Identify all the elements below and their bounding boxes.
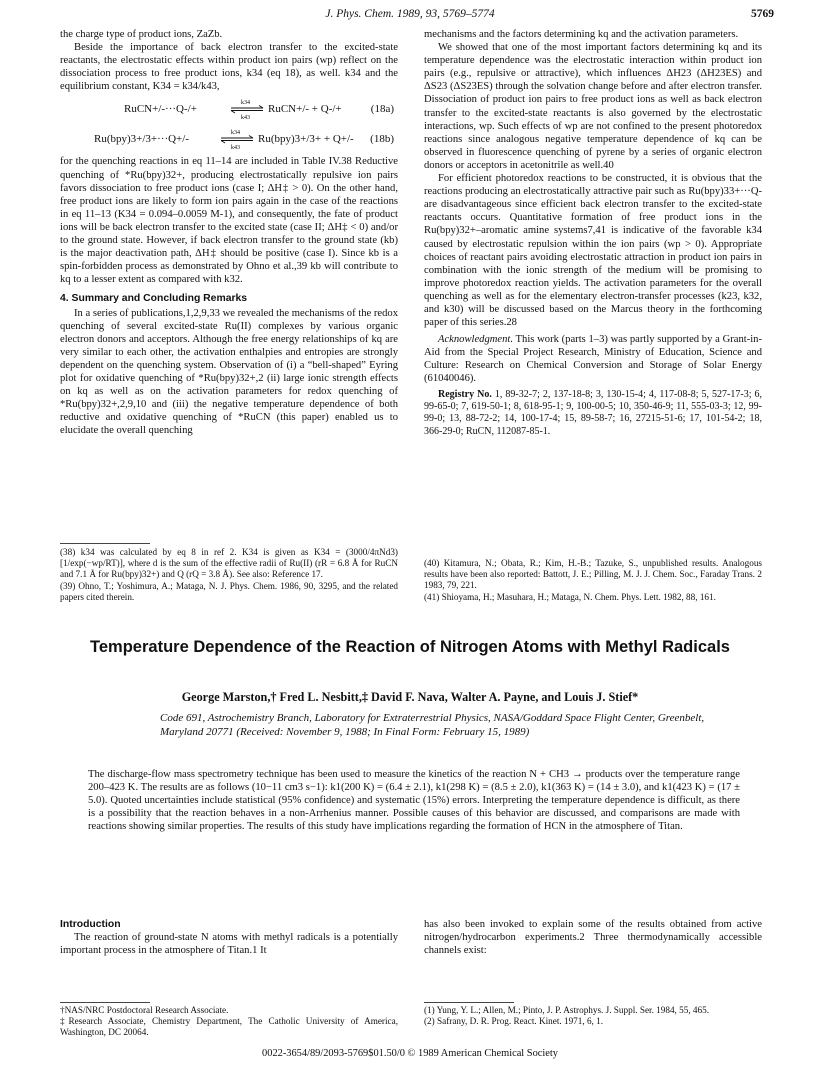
registry-numbers <box>424 389 762 439</box>
footnote: (1) Yung, Y. L.; Allen, M.; Pinto, J. P. Astrophys. J. Suppl. Ser. 1984, 55, 465. <box>424 1005 710 1015</box>
right-column <box>424 28 762 438</box>
section-heading: Introduction <box>60 919 121 930</box>
equation-18b <box>60 127 398 153</box>
paragraph: In a series of publications,1,2,9,33 we revealed the mechanisms of the redox quenching of several excited-state Ru(II) complexes by various organic electron donors and acceptors. Although the free energy relationships of kq are very similar to each other, the activation enthalpies and entropies are strongly dependent on the quenching system. Observation of (i) a “bell-shaped” Eyring plot for oxidative quenching of *Ru(bpy)32+,2 (ii) large ionic strength effects on kq as well as on the activation parameters for redox quenching of *Ru(bpy)32+,2,9,10 and (iii) the negative temperature dependence of both reductive and oxidative quenching of *RuCN (this paper) enabled us to elucidate the overall quenching <box>60 307 398 437</box>
paragraph: for the quenching reactions in eq 11–14 are included in Table IV.38 Reductive quenching of *Ru(bpy)32+, producing electrostatically repulsive ion pairs favors dissociation to free product ions (case I; ΔH‡ > 0). On the other hand, free product ions are likely to form ion pairs again in the case of the reactions in eq 11–13 (K34 = 0.094–0.0059 M-1), and consequently, the fate of product ions will be back electron transfer to the excited state (case II; ΔH‡ < 0) and/or to the ground state. However, if back electron transfer to the ground state (kb) is the major deactivation path, ΔH‡ should be positive (case I). Since kb is a spin-forbidden process as demonstrated by Ohno et al.,39 kb will contribute to kq to a lesser extent as compared with k32. <box>60 156 398 286</box>
footnote: (40) Kitamura, N.; Obata, R.; Kim, H.-B.; Tazuke, S., unpublished results. Analogous results have been also reported: Battott, J. E.; Pilling, M. J. J. Chem. Soc., Faraday Trans. 2 1983, 79, 221. <box>424 558 762 591</box>
footnote: (2) Safrany, D. R. Prog. React. Kinet. 1971, 6, 1. <box>424 1016 604 1027</box>
article-title: Temperature Dependence of the Reaction of Nitrogen Atoms with Methyl Radicals <box>90 638 730 656</box>
paragraph: mechanisms and the factors determining kq and the activation parameters. <box>424 29 739 40</box>
equation-lhs: RuCN+/-···Q-/+ <box>124 103 197 116</box>
acknowledgment-label: Acknowledgment. <box>438 334 514 346</box>
paragraph: For efficient photoredox reactions to be constructed, it is obvious that the reactions producing an electrostatically attractive pair such as Ru(bpy)33+···Q- are disadvantageous since efficient back electron transfer to the excited-state reactants occurs. Quantitative formation of free product ions in the Ru(bpy)32+–aromatic amine systems7,41 is indicative of the favorable k34 caused by electrostatic repulsion within the ion pairs (wp > 0). Appropriate choices of reactant pairs avoiding electrostatic attraction in product ion pairs in combination with the ionic strength of the medium will be promising to improve photoredox reaction yields. The activation parameters for the overall quenching as well as for the elementary electron-transfer processes (k23, k32, and k30) will be discussed based on the Marcus theory in the forthcoming paper of this series.28 <box>424 173 762 329</box>
paragraph: has also been invoked to explain some of the results obtained from active nitrogen/hydrocarbon experiments.2 Three thermodynamically accessible channels exist: <box>424 919 762 957</box>
page-number: 5769 <box>751 8 774 20</box>
article-abstract: The discharge-flow mass spectrometry technique has been used to measure the kinetics of the reaction N + CH3 → products over the temperature range 200–423 K. The results are as follows (10−11 cm3 s−1): k1(200 K) = (6.4 ± 2.1), k1(298 K) = (8.5 ± 2.0), k1(363 K) = (14 ± 3.0), and k1(423 K) = (17 ± 5.0). Quoted uncertainties include statistical (95% confidence) and systematic (15%) errors. Interpreting the temperature dependence is difficult, as there is a possibility that the reaction behaves in a non-Arrhenius manner. Possible causes of this behavior are discussed, and comparisons are made with reactions showing similar properties. The results of this study have implications regarding the formation of HCN in the atmosphere of Titan. <box>88 769 740 833</box>
footnote: (41) Shioyama, H.; Masuhara, H.; Mataga, N. Chem. Phys. Lett. 1982, 88, 161. <box>424 591 716 602</box>
footnote: †NAS/NRC Postdoctoral Research Associate. <box>60 1005 229 1015</box>
equation-18a <box>60 97 398 123</box>
registry-label: Registry No. <box>438 388 492 400</box>
equilibrium-arrow-icon <box>220 127 254 151</box>
intro-left-column <box>60 918 398 957</box>
footnote: (39) Ohno, T.; Yoshimura, A.; Mataga, N. J. Phys. Chem. 1986, 90, 3295, and the related papers cited therein. <box>60 580 398 602</box>
acknowledgment <box>424 333 762 385</box>
paragraph: the charge type of product ions, ZaZb. <box>60 29 223 40</box>
footnote-rule <box>60 543 150 544</box>
equation-lhs: Ru(bpy)3+/3+···Q+/- <box>94 133 189 146</box>
registry-text: 1, 89-32-7; 2, 137-18-8; 3, 130-15-4; 4, 117-08-8; 5, 527-17-3; 6, 99-65-0; 7, 619-50-1; 8, 618-95-1; 9, 100-00-5; 10, 350-46-9; 11, 555-03-3; 12, 99-99-0; 13, 88-72-2; 14, 100-17-4; 15, 89-58-7; 16, 27215-51-6; 17, 101-54-2; 18, 366-29-0; RuCN, 112087-85-1. <box>424 388 762 437</box>
rate-constant-forward: k34 <box>241 100 250 107</box>
copyright-line: 0022-3654/89/2093-5769$01.50/0 © 1989 American Chemical Society <box>262 1048 558 1059</box>
footnote-rule <box>424 1002 514 1003</box>
equation-rhs: Ru(bpy)3+/3+ + Q+/- <box>258 133 354 146</box>
left-column <box>60 28 398 437</box>
footnotes-left <box>60 547 398 603</box>
article-affiliation: Code 691, Astrochemistry Branch, Laboratory for Extraterrestrial Physics, NASA/Goddard Space Flight Center, Greenbelt, Maryland 20771 (Received: November 9, 1988; In Final Form: February 15, 1989) <box>160 712 705 738</box>
footnote: (38) k34 was calculated by eq 8 in ref 2. K34 is given as K34 = (3000/4πNd3)[1/exp(−wp/RT)], where d is the sum of the effective radii of Ru(II) (rR = 6.8 Å for RuCN and 7.1 Å for Ru(bpy)32+) and Q (rQ = 3.8 Å). See also: Reference 17. <box>60 547 398 580</box>
footnote-rule <box>60 1002 150 1003</box>
author-footnotes <box>60 1005 398 1039</box>
running-head <box>60 8 774 24</box>
footnotes-right <box>424 558 762 603</box>
equation-rhs: RuCN+/- + Q-/+ <box>268 103 342 116</box>
equation-number: (18b) <box>370 133 394 146</box>
article-authors: George Marston,† Fred L. Nesbitt,‡ David F. Nava, Walter A. Payne, and Louis J. Stief* <box>181 690 639 704</box>
acknowledgment-text: This work (parts 1–3) was partly supported by a Grant-in-Aid from the Special Project Research, Ministry of Education, Science and Culture: Research on Chemical Conversion and Storage of Solar Energy (61040046). <box>424 334 762 385</box>
section-heading: 4. Summary and Concluding Remarks <box>60 293 248 305</box>
intro-right-column <box>424 918 762 957</box>
rate-constant-reverse: k43 <box>231 145 240 152</box>
equation-number: (18a) <box>370 103 394 116</box>
rate-constant-forward: k34 <box>231 130 240 137</box>
footnote: ‡Research Associate, Chemistry Department, The Catholic University of America, Washington, DC 20064. <box>60 1016 398 1038</box>
equilibrium-arrow-icon <box>230 97 264 121</box>
paragraph: The reaction of ground-state N atoms with methyl radicals is a potentially important process in the atmosphere of Titan.1 It <box>60 932 398 957</box>
paragraph: Beside the importance of back electron transfer to the excited-state reactants, the electrostatic effects within product ion pairs (wp) reflect on the dissociation process to free product ions, k34 (eq 18), as well. k34 and the equilibrium constant, K34 = k34/k43, <box>60 42 398 93</box>
paragraph: We showed that one of the most important factors determining kq and its temperature dependence was the electrostatic interaction within product ion pairs (e.g., repulsive or attractive), which influences ΔH23 (ΔH23ES) and ΔS23 (ΔS23ES) through the solvation change before and after electron transfer. Dissociation of product ion pairs to free product ions as well as back electron transfer to the excited-state reactants is also governed by the electrostatic interactions, wp. Such effects of wp are not confined to the present photoredox reactions since analogous negative temperature dependence of kq can be observed in fluorescence quenching of pyrene by a series of organic electron donors or acceptors in acetonitrile as well.40 <box>424 42 762 171</box>
journal-citation: J. Phys. Chem. 1989, 93, 5769–5774 <box>325 8 495 20</box>
rate-constant-reverse: k43 <box>241 115 250 122</box>
reference-footnotes <box>424 1005 762 1027</box>
